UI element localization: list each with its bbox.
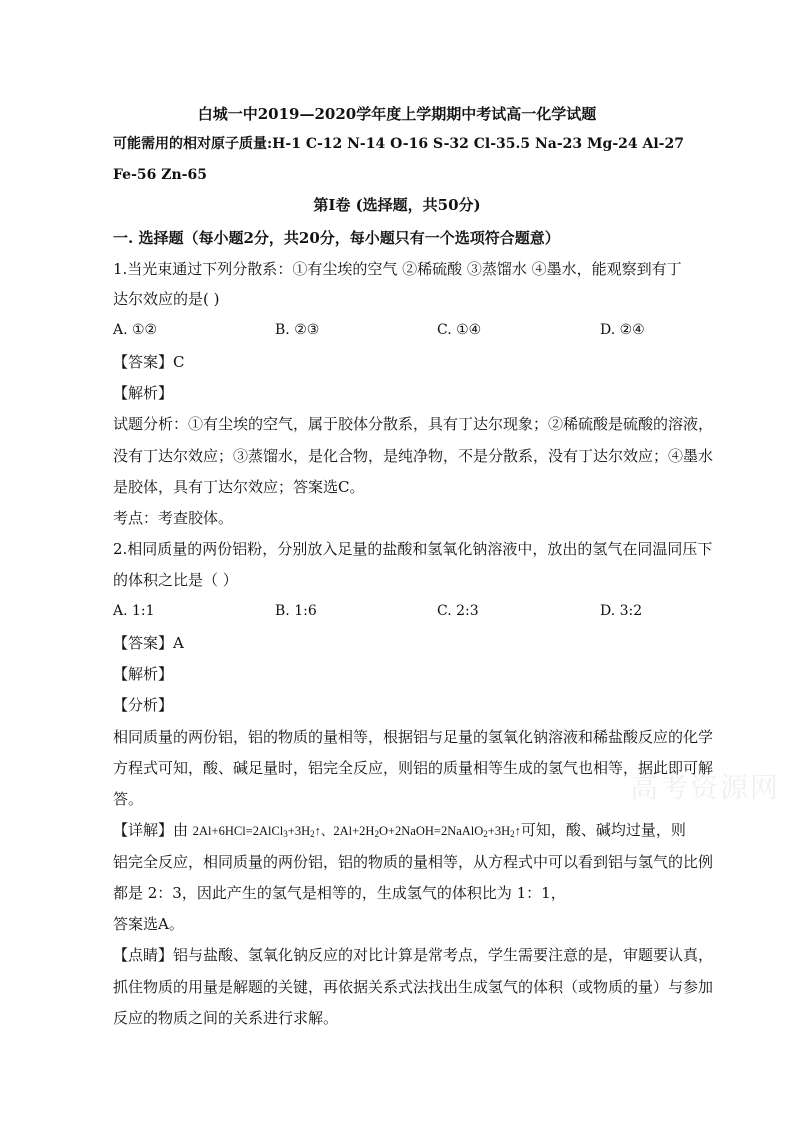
q2-option-b: B. 1:6 (275, 603, 317, 619)
q2-detail-line-3: 都是 2：3，因此产生的氢气是相等的，生成氢气的体积比为 1：1， (113, 884, 566, 902)
eq-part: +3H (487, 824, 511, 838)
q2-tip-line-1: 【点睛】铝与盐酸、氢氧化钠反应的对比计算是常考点，学生需要注意的是，审题要认真， (113, 946, 714, 964)
part-heading: 一. 选择题（每小题2分，共20分，每小题只有一个选项符合题意） (113, 229, 560, 247)
q2-detail-line-4: 答案选A。 (113, 915, 184, 933)
q2-option-d: D. 3:2 (600, 603, 643, 619)
q2-fenxi-line-3: 答。 (113, 790, 144, 808)
q1-answer: 【答案】C (113, 353, 185, 371)
eq-part: O+2NaOH=2NaAlO (378, 824, 484, 838)
eq-part: 2Al+6HCl=2AlCl (192, 824, 284, 838)
q2-detail-line-2: 铝完全反应，相同质量的两份铝，铝的物质的量相等，从方程式中可以看到铝与氢气的比例 (113, 853, 714, 871)
q1-analysis-line-3: 是胶体，具有丁达尔效应；答案选C。 (113, 478, 365, 496)
page-title: 白城一中2019—2020学年度上学期期中考试高一化学试题 (197, 105, 597, 123)
section-title: 第Ⅰ卷 (选择题，共50分) (313, 196, 481, 214)
q2-detail-tail: 可知，酸、碱均过量，则 (520, 821, 686, 839)
q2-option-c: C. 2:3 (437, 603, 479, 619)
q1-analysis-line-2: 没有丁达尔效应；③蒸馏水，是化合物，是纯净物，不是分散系，没有丁达尔效应；④墨水 (113, 447, 714, 465)
q1-option-d: D. ②④ (600, 322, 645, 338)
q2-fenxi-line-1: 相同质量的两份铝，铝的物质的量相等，根据铝与足量的氢氧化钠溶液和稀盐酸反应的化学 (113, 728, 714, 746)
q2-tip-line-3: 反应的物质之间的关系进行求解。 (113, 1009, 339, 1027)
atomic-masses-line-2: Fe-56 Zn-65 (113, 167, 207, 183)
q2-tip-line-2: 抓住物质的用量是解题的关键，再依据关系式法找出生成氢气的体积（或物质的量）与参加 (113, 978, 714, 996)
eq-sub: 2 (310, 829, 315, 839)
q1-option-b: B. ②③ (275, 322, 320, 338)
q1-point: 考点：考查胶体。 (113, 509, 234, 527)
eq-part: ↑ (514, 824, 521, 838)
q1-option-c: C. ①④ (437, 322, 482, 338)
q2-answer: 【答案】A (113, 634, 184, 652)
q2-fenxi-line-2: 方程式可知，酸、碱足量时，铝完全反应，则铝的质量相等生成的氢气也相等，据此即可解 (113, 759, 714, 777)
eq-sub: 2 (374, 829, 379, 839)
q2-detail-line-1 (113, 820, 686, 844)
q2-stem-line-1: 2.相同质量的两份铝粉，分别放入足量的盐酸和氢氧化钠溶液中，放出的氢气在同温同压下 (113, 540, 713, 558)
eq-sub: 2 (483, 829, 488, 839)
q1-analysis-line-1: 试题分析：①有尘埃的空气，属于胶体分散系，具有丁达尔现象；②稀硫酸是硫酸的溶液， (113, 415, 714, 433)
q2-fenxi-label: 【分析】 (113, 696, 174, 714)
q1-stem-line-1: 1.当光束通过下列分散系：①有尘埃的空气 ②稀硫酸 ③蒸馏水 ④墨水，能观察到有丁 (113, 260, 682, 278)
q2-equation (193, 824, 521, 838)
atomic-masses-line-1: 可能需用的相对原子质量:H-1 C-12 N-14 O-16 S-32 Cl-35.5 Na-23 Mg-24 Al-27 (113, 136, 684, 152)
q2-option-a: A. 1:1 (113, 603, 155, 619)
eq-sub: 2 (510, 829, 515, 839)
q1-stem-line-2: 达尔效应的是( ) (113, 290, 220, 308)
eq-sub: 3 (283, 829, 288, 839)
watermark: 高考资源网 (630, 771, 781, 804)
q2-analysis-label: 【解析】 (113, 665, 174, 683)
eq-part: ↑、2Al+2H (314, 824, 375, 838)
q2-detail-label: 【详解】由 (113, 821, 193, 839)
q1-analysis-label: 【解析】 (113, 384, 174, 402)
q2-stem-line-2: 的体积之比是（ ） (113, 571, 238, 589)
q1-option-a: A. ①② (113, 322, 158, 338)
eq-part: +3H (287, 824, 311, 838)
